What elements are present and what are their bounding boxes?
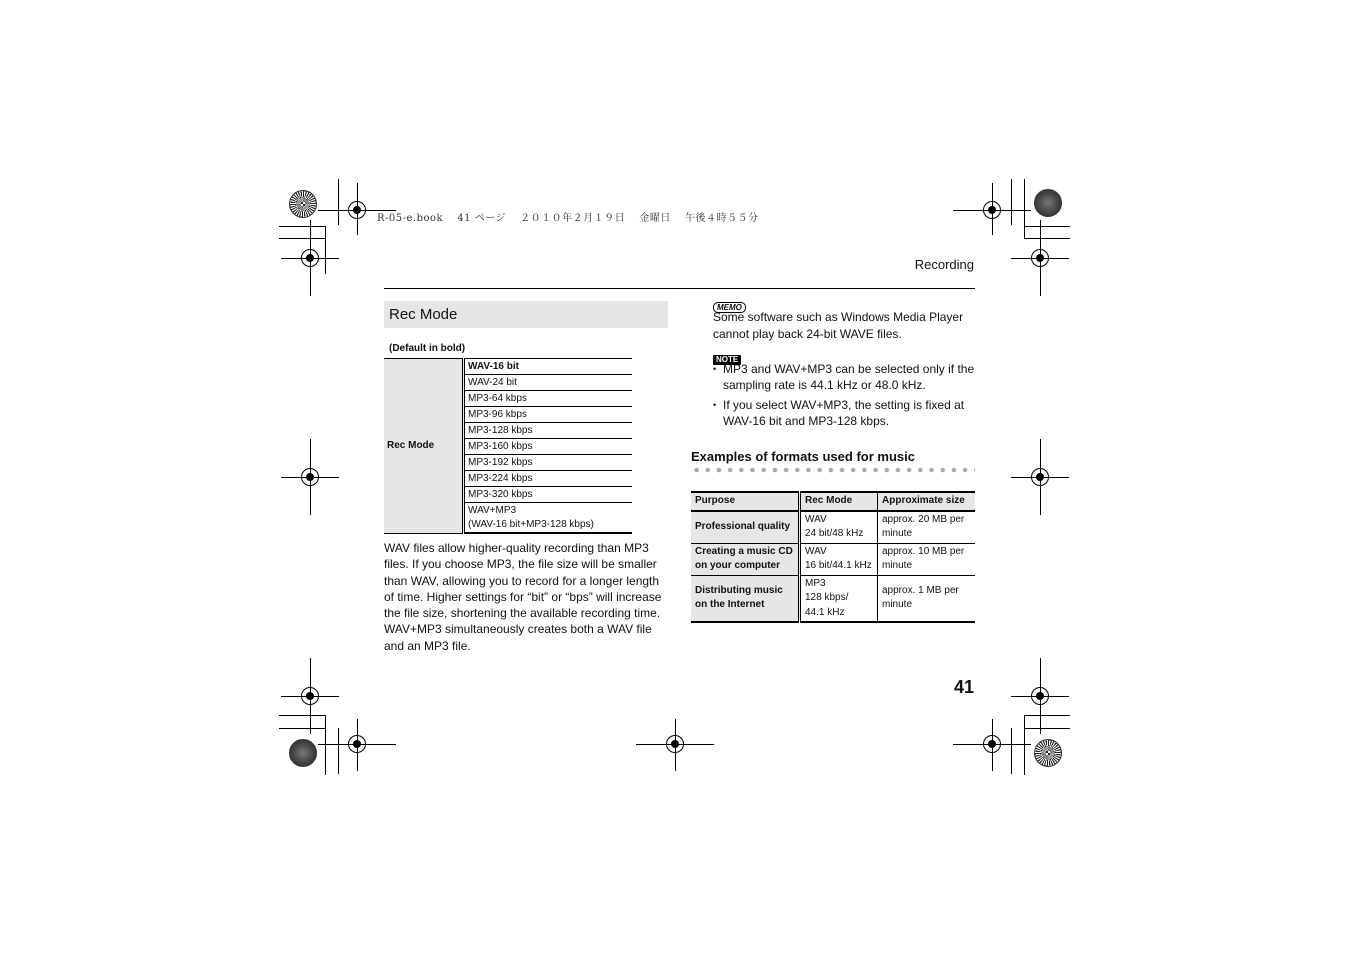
note-badge-icon: NOTE: [713, 355, 741, 365]
note-list: [713, 361, 975, 433]
rec-mode-label: Rec Mode: [384, 359, 464, 534]
rec-mode-option: MP3-224 kbps: [464, 471, 633, 487]
registration-mark-icon: [1028, 246, 1052, 270]
size-cell: approx. 20 MB per minute: [878, 511, 976, 544]
section-title-rec-mode: Rec Mode: [384, 301, 668, 328]
mode-cell: [800, 511, 878, 544]
print-file-info: R-05-e.book 41 ページ ２０１０年２月１９日 金曜日 午後４時５５分: [377, 213, 759, 224]
column-header: Purpose: [691, 492, 800, 511]
registration-disc-icon: [289, 739, 317, 767]
memo-badge-icon: MEMO: [713, 302, 746, 313]
mode-line: WAV: [805, 545, 827, 557]
note-item: • If you select WAV+MP3, the setting is fixed at WAV-16 bit and MP3-128 kbps.: [713, 397, 975, 429]
mode-line: WAV: [805, 513, 827, 525]
column-header: Approximate size: [878, 492, 976, 511]
size-cell: approx. 1 MB per minute: [878, 575, 976, 622]
default-note: (Default in bold): [389, 343, 466, 354]
examples-heading: Examples of formats used for music: [691, 449, 915, 464]
registration-mark-icon: [663, 732, 687, 756]
rec-mode-table: [384, 358, 632, 534]
purpose-cell: Distributing music on the Internet: [691, 575, 800, 622]
registration-disc-icon: [1034, 189, 1062, 217]
mode-cell: [800, 575, 878, 622]
mode-line: 44.1 kHz: [805, 606, 845, 618]
note-item: • MP3 and WAV+MP3 can be selected only if the sampling rate is 44.1 kHz or 48.0 kHz.: [713, 361, 975, 393]
registration-mark-icon: [980, 732, 1004, 756]
size-cell: approx. 10 MB per minute: [878, 543, 976, 575]
chapter-title: Recording: [914, 257, 974, 272]
registration-mark-icon: [1028, 684, 1052, 708]
heading-dotted-rule: [691, 467, 975, 473]
mode-line: 24 bit/48 kHz: [805, 528, 864, 539]
registration-mark-icon: [298, 465, 322, 489]
rec-mode-option-line1: WAV+MP3: [468, 504, 517, 516]
mode-line: MP3: [805, 577, 826, 589]
registration-mark-icon: [980, 198, 1004, 222]
purpose-cell: Creating a music CD on your computer: [691, 543, 800, 575]
registration-mark-icon: [298, 684, 322, 708]
memo-text: Some software such as Windows Media Player cannot play back 24-bit WAVE files.: [713, 310, 964, 341]
registration-disc-icon: [1034, 739, 1062, 767]
column-header: Rec Mode: [800, 492, 878, 511]
header-rule: [384, 288, 975, 289]
registration-mark-icon: [345, 198, 369, 222]
mode-cell: [800, 543, 878, 575]
table-row: [691, 511, 975, 544]
rec-mode-description: WAV files allow higher-quality recording than MP3 files. If you choose MP3, the file size will be smaller than WAV, allowing you to record for a longer length of time. Higher settings for “bit” or “bps” will increase the file size, shortening the available recording time. WAV+MP3 simultaneously creates both a WAV file and an MP3 file.: [384, 541, 662, 653]
rec-mode-option: MP3-96 kbps: [464, 407, 633, 423]
mode-line: 16 bit/44.1 kHz: [805, 560, 872, 571]
rec-mode-option-line2: (WAV-16 bit+MP3-128 kbps): [468, 518, 594, 530]
registration-mark-icon: [1028, 465, 1052, 489]
rec-mode-option: MP3-64 kbps: [464, 391, 633, 407]
table-row: [691, 543, 975, 575]
page-number: 41: [953, 677, 974, 697]
rec-mode-option: [464, 503, 633, 534]
rec-mode-option: WAV-16 bit: [464, 359, 633, 375]
rec-mode-option: MP3-128 kbps: [464, 423, 633, 439]
rec-mode-option: MP3-192 kbps: [464, 455, 633, 471]
mode-line: 128 kbps/: [805, 592, 849, 603]
examples-table: [691, 491, 975, 623]
registration-mark-icon: [345, 732, 369, 756]
registration-disc-icon: [289, 190, 317, 218]
purpose-cell: Professional quality: [691, 511, 800, 544]
registration-mark-icon: [298, 246, 322, 270]
rec-mode-option: MP3-320 kbps: [464, 487, 633, 503]
rec-mode-option: MP3-160 kbps: [464, 439, 633, 455]
table-row: [691, 575, 975, 622]
rec-mode-option: WAV-24 bit: [464, 375, 633, 391]
